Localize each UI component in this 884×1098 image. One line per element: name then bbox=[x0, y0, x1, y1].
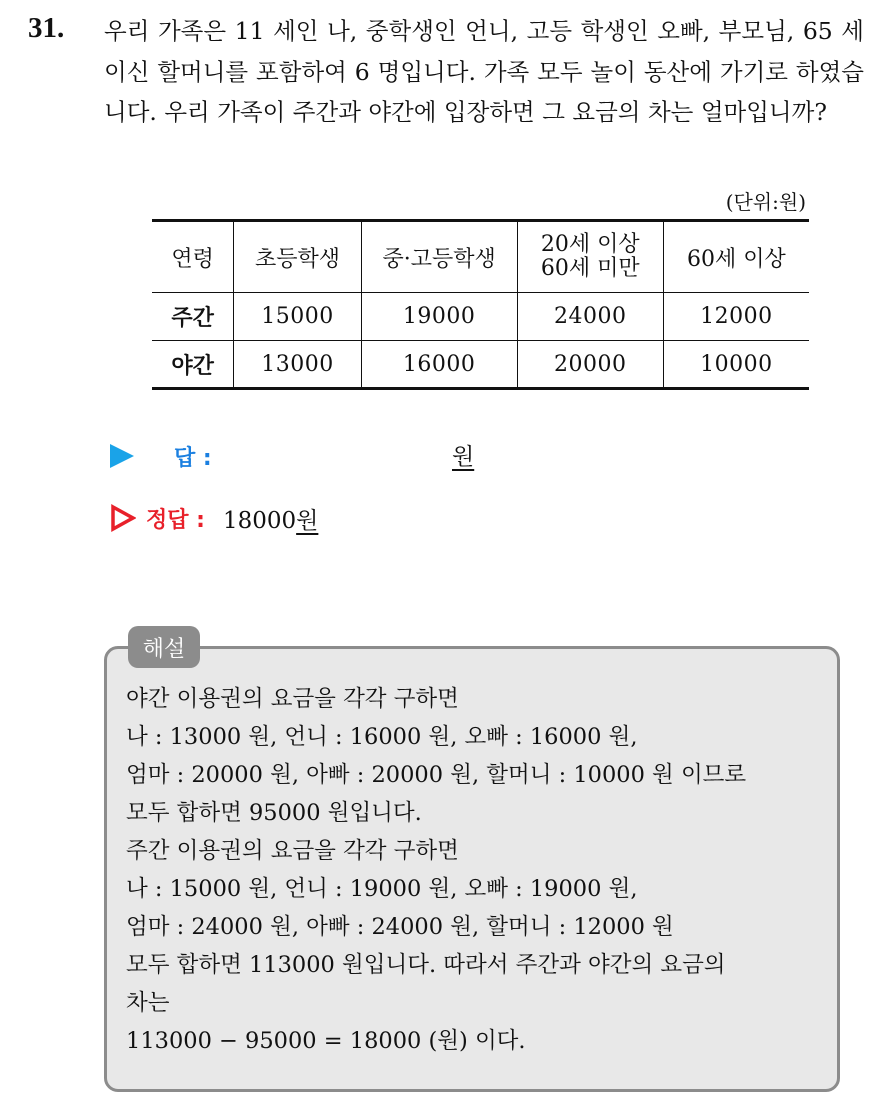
header-60-under: 60세 미만 bbox=[540, 256, 640, 281]
header-age: 연령 bbox=[152, 221, 234, 293]
explanation-line: 야간 이용권의 요금을 각각 구하면 bbox=[126, 686, 459, 712]
cell-day-adult: 24000 bbox=[517, 293, 663, 341]
answer-label: 답 : bbox=[174, 445, 212, 471]
explanation-line: 모두 합하면 95000 원입니다. bbox=[126, 800, 422, 826]
answer-row bbox=[110, 436, 212, 476]
correct-answer-label: 정답 : bbox=[146, 507, 205, 533]
header-20-to-60 bbox=[517, 221, 663, 293]
outline-triangle-icon bbox=[110, 504, 136, 532]
play-triangle-icon bbox=[110, 444, 134, 468]
correct-answer-row bbox=[110, 498, 318, 538]
cell-night-adult: 20000 bbox=[517, 341, 663, 389]
table-row-day bbox=[152, 293, 809, 341]
explanation-tab: 해설 bbox=[128, 626, 200, 668]
correct-answer-unit: 원 bbox=[296, 507, 319, 534]
explanation-line: 나 : 13000 원, 언니 : 16000 원, 오빠 : 16000 원, bbox=[126, 724, 638, 750]
cell-night-middle-high: 16000 bbox=[361, 341, 517, 389]
table-header-row bbox=[152, 221, 809, 293]
correct-answer-value bbox=[223, 502, 318, 535]
cell-night-senior: 10000 bbox=[663, 341, 809, 389]
header-20-over: 20세 이상 bbox=[540, 232, 640, 257]
explanation-text bbox=[126, 680, 836, 1060]
header-elementary: 초등학생 bbox=[234, 221, 361, 293]
cell-night-elementary: 13000 bbox=[234, 341, 361, 389]
header-middle-high: 중·고등학생 bbox=[361, 221, 517, 293]
cell-day-elementary: 15000 bbox=[234, 293, 361, 341]
explanation-line: 113000 − 95000 = 18000 (원) 이다. bbox=[126, 1028, 526, 1054]
explanation-line: 모두 합하면 113000 원입니다. 따라서 주간과 야간의 요금의 bbox=[126, 952, 726, 978]
fee-table bbox=[152, 219, 809, 390]
answer-unit: 원 bbox=[452, 444, 475, 470]
explanation-line: 엄마 : 24000 원, 아빠 : 24000 원, 할머니 : 12000 원 bbox=[126, 914, 674, 940]
row-label-night: 야간 bbox=[152, 341, 234, 389]
explanation-line: 주간 이용권의 요금을 각각 구하면 bbox=[126, 838, 459, 864]
table-unit-note: (단위:원) bbox=[725, 190, 806, 214]
question-number: 31. bbox=[28, 12, 65, 44]
header-60-over: 60세 이상 bbox=[663, 221, 809, 293]
correct-answer-number: 18000 bbox=[222, 507, 297, 534]
table-row-night bbox=[152, 341, 809, 389]
explanation-line: 나 : 15000 원, 언니 : 19000 원, 오빠 : 19000 원, bbox=[126, 876, 638, 902]
explanation-line: 엄마 : 20000 원, 아빠 : 20000 원, 할머니 : 10000 원 이므로 bbox=[126, 762, 747, 788]
explanation-line: 차는 bbox=[126, 990, 170, 1016]
cell-day-senior: 12000 bbox=[663, 293, 809, 341]
row-label-day: 주간 bbox=[152, 293, 234, 341]
cell-day-middle-high: 19000 bbox=[361, 293, 517, 341]
question-text: 우리 가족은 11 세인 나, 중학생인 언니, 고등 학생인 오빠, 부모님, 65 세이신 할머니를 포함하여 6 명입니다. 가족 모두 놀이 동산에 가기로 하였습니다. 우리 가족이 주간과 야간에 입장하면 그 요금의 차는 얼마입니까? bbox=[104, 17, 864, 126]
